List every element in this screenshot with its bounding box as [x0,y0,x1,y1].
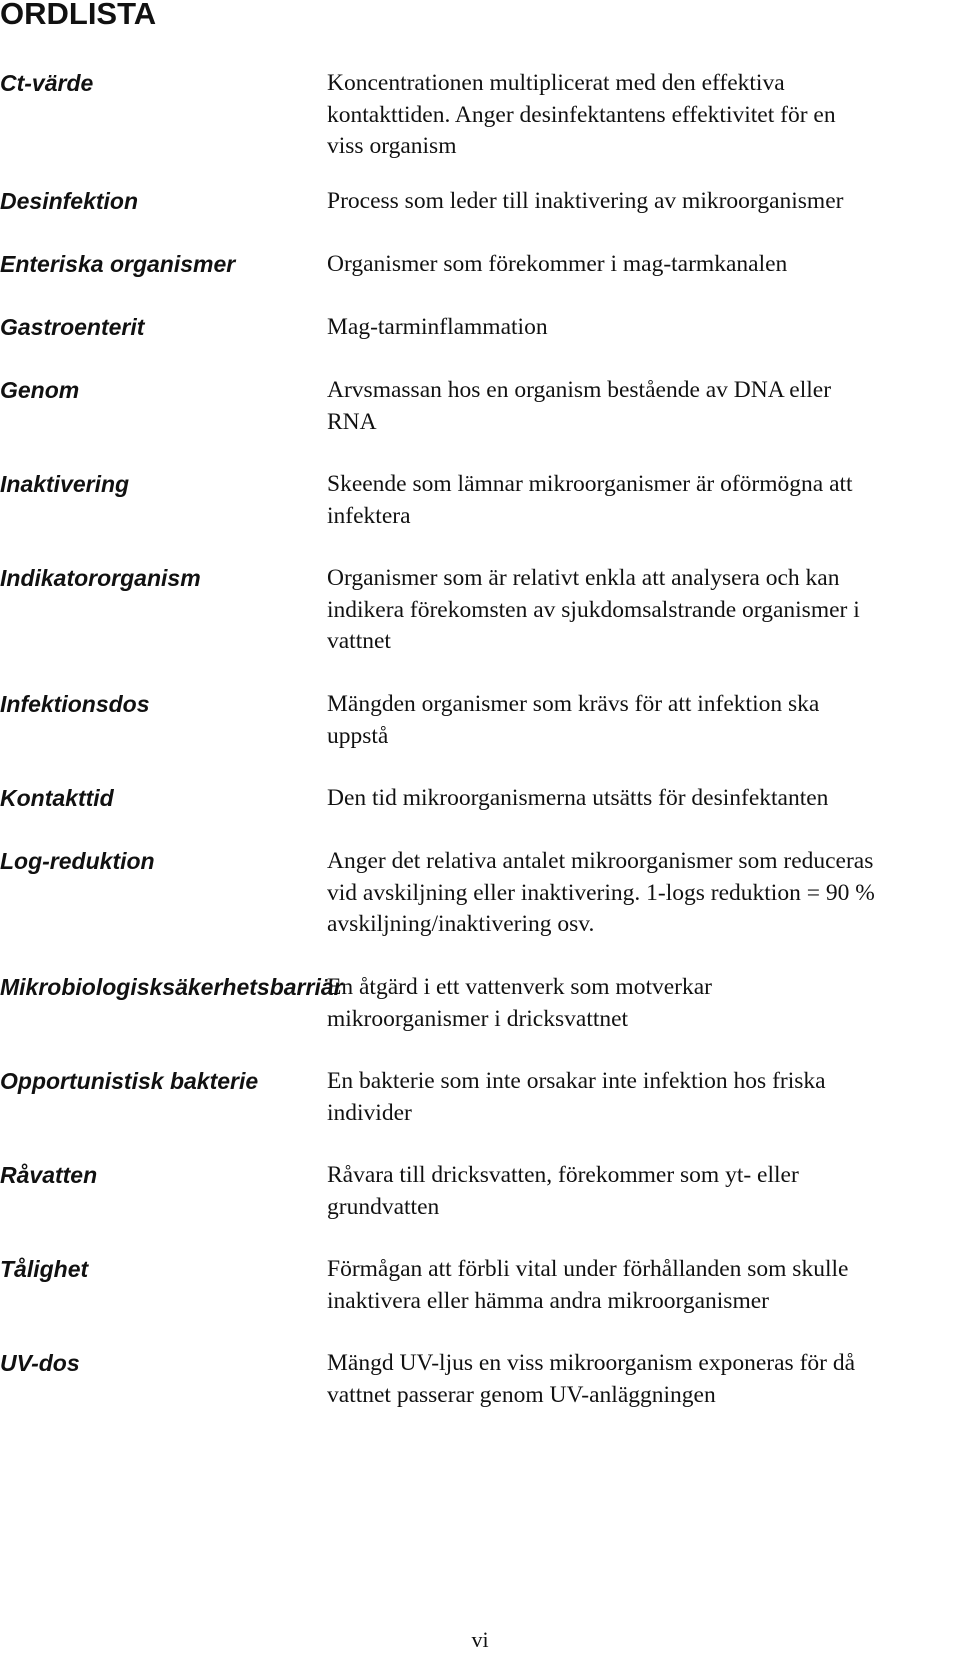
definition-line: Den tid mikroorganismerna utsätts för desinfektanten [327,785,829,811]
term-line: Inaktivering [0,471,130,497]
page-number: vi [471,1627,489,1652]
glossary-definition [327,1348,960,1411]
definition-line: vid avskiljning eller inaktivering. 1-logs reduktion = 90 % [327,879,875,906]
definition-line: Skeende som lämnar mikroorganismer är oförmögna att [327,471,853,497]
glossary-term [0,1254,315,1285]
definition-line: grundvatten [327,1193,440,1220]
definition-line: kontakttiden. Anger desinfektantens effektivitet för en [327,101,836,128]
glossary-term [0,1348,315,1379]
glossary-term [0,972,343,1003]
glossary-definition [327,563,960,658]
glossary-term [0,689,315,720]
term-line: UV-dos [0,1350,80,1376]
term-line: säkerhetsbarriär [162,974,343,1000]
term-line: Log-reduktion [0,848,155,874]
glossary-term [0,563,315,594]
term-line: Gastroenterit [0,314,145,340]
definition-line: En åtgärd i ett vattenverk som motverkar [327,974,713,1000]
definition-line: viss organism [327,133,457,159]
page-heading: ORDLISTA [0,0,157,31]
definition-line: En bakterie som inte orsakar inte infektion hos friska [327,1068,826,1094]
glossary-definition [327,689,960,752]
glossary-definition [327,1066,960,1129]
glossary-term [0,375,315,406]
glossary-definition [327,783,960,815]
definition-line: Mängden organismer som krävs för att infektion ska [327,691,820,717]
term-line: Råvatten [0,1162,98,1188]
glossary-term [0,312,315,343]
definition-line: individer [327,1099,412,1126]
definition-line: avskiljning/inaktivering osv. [327,911,595,937]
definition-line: indikera förekomsten av sjukdomsalstrande organismer i [327,596,860,623]
glossary-definition [327,972,960,1035]
glossary-term [0,469,315,500]
glossary-definition [327,1254,960,1317]
definition-line: Mängd UV-ljus en viss mikroorganism exponeras för då [327,1350,856,1376]
definition-line: Arvsmassan hos en organism bestående av DNA eller [327,377,832,403]
definition-line: Mag-tarminflammation [327,314,548,340]
definition-line: uppstå [327,722,389,749]
term-line: Tålighet [0,1256,89,1282]
definition-line: Process som leder till inaktivering av mikroorganismer [327,188,844,214]
term-line: Opportunistisk bakterie [0,1068,259,1094]
glossary-definition [327,68,960,163]
term-line: Indikatororganism [0,565,201,591]
definition-line: Råvara till dricksvatten, förekommer som yt- eller [327,1162,799,1188]
glossary-term [0,1066,315,1097]
definition-line: Förmågan att förbli vital under förhållanden som skulle [327,1256,849,1282]
glossary-term [0,846,315,877]
glossary-term [0,249,315,280]
definition-line: vattnet [327,628,391,654]
definition-line: Organismer som är relativt enkla att analysera och kan [327,565,840,591]
glossary-definition [327,1160,960,1223]
term-line: Mikrobiologisk [0,974,163,1000]
glossary-definition [327,312,960,344]
definition-line: mikroorganismer i dricksvattnet [327,1005,629,1032]
glossary-definition [327,186,960,218]
definition-line: infektera [327,502,411,529]
term-line: Ct-värde [0,70,94,96]
glossary-term [0,783,315,814]
definition-line: Koncentrationen multiplicerat med den effektiva [327,70,785,96]
definition-line: inaktivera eller hämma andra mikroorganismer [327,1287,769,1314]
glossary-definition [327,469,960,532]
glossary-term [0,1160,315,1191]
term-line: Genom [0,377,80,403]
definition-line: RNA [327,408,377,435]
term-line: Enteriska organismer [0,251,236,277]
glossary-definition [327,846,960,941]
term-line: Infektionsdos [0,691,150,717]
term-line: Desinfektion [0,188,139,214]
definition-line: vattnet passerar genom UV-anläggningen [327,1381,716,1408]
term-line: Kontakttid [0,785,114,811]
glossary-definition [327,249,960,281]
definition-line: Anger det relativa antalet mikroorganismer som reduceras [327,848,874,874]
glossary-term [0,186,315,217]
glossary-term [0,68,315,99]
glossary-definition [327,375,960,438]
definition-line: Organismer som förekommer i mag-tarmkanalen [327,251,788,277]
